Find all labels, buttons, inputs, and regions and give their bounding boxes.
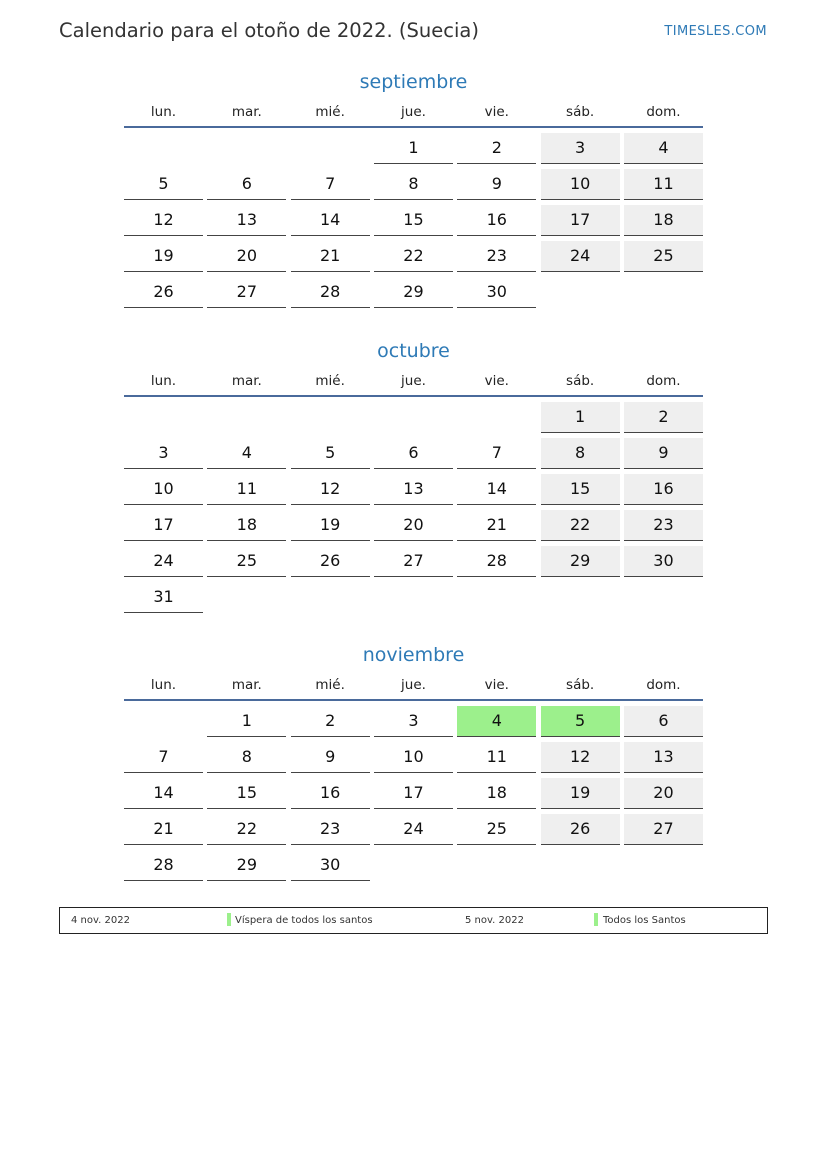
holiday-color-marker [227,913,231,926]
day-cell[interactable]: 30 [457,277,536,308]
day-cell[interactable]: 25 [457,814,536,845]
weekday-label: lun. [150,373,177,389]
weekend-day-cell[interactable]: 23 [624,510,703,541]
day-cell[interactable]: 16 [457,205,536,236]
month-september [124,68,703,308]
weekday-label: mié. [315,677,345,693]
day-cell[interactable]: 28 [124,850,203,881]
day-cell[interactable]: 14 [291,205,370,236]
weekend-day-cell[interactable]: 27 [624,814,703,845]
weekday-label: vie. [484,373,509,389]
day-cell[interactable]: 21 [457,510,536,541]
day-cell[interactable]: 14 [457,474,536,505]
day-cell[interactable]: 27 [207,277,286,308]
weekday-label: dom. [646,677,681,693]
day-cell[interactable]: 13 [374,474,453,505]
day-cell[interactable]: 19 [291,510,370,541]
day-cell[interactable]: 2 [291,706,370,737]
weekend-day-cell[interactable]: 2 [624,402,703,433]
day-cell[interactable]: 17 [374,778,453,809]
day-cell[interactable]: 24 [374,814,453,845]
weekend-day-cell[interactable]: 15 [541,474,620,505]
month-november [124,641,703,881]
weekend-day-cell[interactable]: 20 [624,778,703,809]
weekend-day-cell[interactable]: 11 [624,169,703,200]
weekday-label: mié. [315,373,345,389]
days-grid [124,402,703,613]
weekday-header [124,677,703,701]
day-cell[interactable]: 19 [124,241,203,272]
weekend-day-cell[interactable]: 19 [541,778,620,809]
weekend-day-cell[interactable]: 6 [624,706,703,737]
day-cell[interactable]: 2 [457,133,536,164]
holiday-color-marker [594,913,598,926]
weekend-day-cell[interactable]: 1 [541,402,620,433]
day-cell[interactable]: 20 [374,510,453,541]
weekend-day-cell[interactable]: 13 [624,742,703,773]
day-cell[interactable]: 7 [457,438,536,469]
day-cell[interactable]: 3 [124,438,203,469]
day-cell[interactable]: 13 [207,205,286,236]
day-cell[interactable]: 1 [374,133,453,164]
day-cell[interactable]: 18 [207,510,286,541]
day-cell[interactable]: 7 [124,742,203,773]
day-cell[interactable]: 11 [207,474,286,505]
day-cell[interactable]: 23 [457,241,536,272]
day-cell[interactable]: 9 [291,742,370,773]
weekday-label: sáb. [566,677,595,693]
weekend-day-cell[interactable]: 25 [624,241,703,272]
page-title: Calendario para el otoño de 2022. (Suecia) [59,19,479,42]
empty-day-cell [291,402,370,433]
day-cell[interactable]: 9 [457,169,536,200]
day-cell[interactable]: 7 [291,169,370,200]
empty-day-cell [124,402,203,433]
day-cell[interactable]: 22 [207,814,286,845]
day-cell[interactable]: 8 [207,742,286,773]
legend-holiday-name: Víspera de todos los santos [235,915,373,926]
month-october [124,337,703,613]
day-cell[interactable]: 8 [374,169,453,200]
weekday-label: lun. [150,677,177,693]
weekday-label: mié. [315,104,345,120]
weekday-label: dom. [646,104,681,120]
day-cell[interactable]: 15 [207,778,286,809]
empty-day-cell [291,133,370,164]
weekday-label: jue. [401,104,426,120]
holiday-day-cell[interactable]: 5 [541,706,620,737]
day-cell[interactable]: 3 [374,706,453,737]
month-title: octubre [377,340,450,362]
weekend-day-cell[interactable]: 16 [624,474,703,505]
day-cell[interactable]: 28 [291,277,370,308]
day-cell[interactable]: 18 [457,778,536,809]
weekend-day-cell[interactable]: 22 [541,510,620,541]
day-cell[interactable]: 20 [207,241,286,272]
weekday-label: jue. [401,373,426,389]
weekend-day-cell[interactable]: 12 [541,742,620,773]
day-cell[interactable]: 1 [207,706,286,737]
empty-day-cell [207,402,286,433]
day-cell[interactable]: 12 [291,474,370,505]
day-cell[interactable]: 6 [374,438,453,469]
holiday-day-cell[interactable]: 4 [457,706,536,737]
weekday-label: vie. [484,677,509,693]
day-cell[interactable]: 6 [207,169,286,200]
weekend-day-cell[interactable]: 3 [541,133,620,164]
day-cell[interactable]: 26 [291,546,370,577]
day-cell[interactable]: 12 [124,205,203,236]
weekday-header [124,373,703,397]
weekend-day-cell[interactable]: 30 [624,546,703,577]
day-cell[interactable]: 14 [124,778,203,809]
day-cell[interactable]: 4 [207,438,286,469]
empty-day-cell [374,402,453,433]
weekday-label: vie. [484,104,509,120]
weekday-label: sáb. [566,373,595,389]
day-cell[interactable]: 21 [291,241,370,272]
day-cell[interactable]: 23 [291,814,370,845]
legend-date: 5 nov. 2022 [465,915,524,926]
day-cell[interactable]: 22 [374,241,453,272]
day-cell[interactable]: 26 [124,277,203,308]
weekend-day-cell[interactable]: 18 [624,205,703,236]
weekday-label: jue. [401,677,426,693]
empty-day-cell [124,706,203,737]
day-cell[interactable]: 31 [124,582,203,613]
day-cell[interactable]: 29 [207,850,286,881]
day-cell[interactable]: 24 [124,546,203,577]
day-cell[interactable]: 15 [374,205,453,236]
weekend-day-cell[interactable]: 24 [541,241,620,272]
weekend-day-cell[interactable]: 17 [541,205,620,236]
legend-holiday-name: Todos los Santos [603,915,686,926]
empty-day-cell [124,133,203,164]
day-cell[interactable]: 5 [124,169,203,200]
day-cell[interactable]: 10 [124,474,203,505]
weekday-label: mar. [231,104,262,120]
day-cell[interactable]: 25 [207,546,286,577]
empty-day-cell [457,402,536,433]
legend-date: 4 nov. 2022 [71,915,130,926]
weekday-label: mar. [231,677,262,693]
weekday-label: sáb. [566,104,595,120]
day-cell[interactable]: 21 [124,814,203,845]
weekday-label: dom. [646,373,681,389]
day-cell[interactable]: 5 [291,438,370,469]
weekday-label: lun. [150,104,177,120]
weekend-day-cell[interactable]: 29 [541,546,620,577]
empty-day-cell [207,133,286,164]
weekend-day-cell[interactable]: 8 [541,438,620,469]
month-title: septiembre [359,71,468,93]
day-cell[interactable]: 16 [291,778,370,809]
holiday-legend [59,907,768,934]
days-grid [124,133,703,308]
day-cell[interactable]: 11 [457,742,536,773]
weekday-label: mar. [231,373,262,389]
day-cell[interactable]: 10 [374,742,453,773]
weekend-day-cell[interactable]: 26 [541,814,620,845]
day-cell[interactable]: 27 [374,546,453,577]
month-title: noviembre [362,644,465,666]
days-grid [124,706,703,881]
day-cell[interactable]: 30 [291,850,370,881]
day-cell[interactable]: 29 [374,277,453,308]
weekday-header [124,104,703,128]
day-cell[interactable]: 17 [124,510,203,541]
brand-logo-text[interactable]: TIMESLES.COM [664,24,767,39]
weekend-day-cell[interactable]: 4 [624,133,703,164]
day-cell[interactable]: 28 [457,546,536,577]
weekend-day-cell[interactable]: 9 [624,438,703,469]
weekend-day-cell[interactable]: 10 [541,169,620,200]
